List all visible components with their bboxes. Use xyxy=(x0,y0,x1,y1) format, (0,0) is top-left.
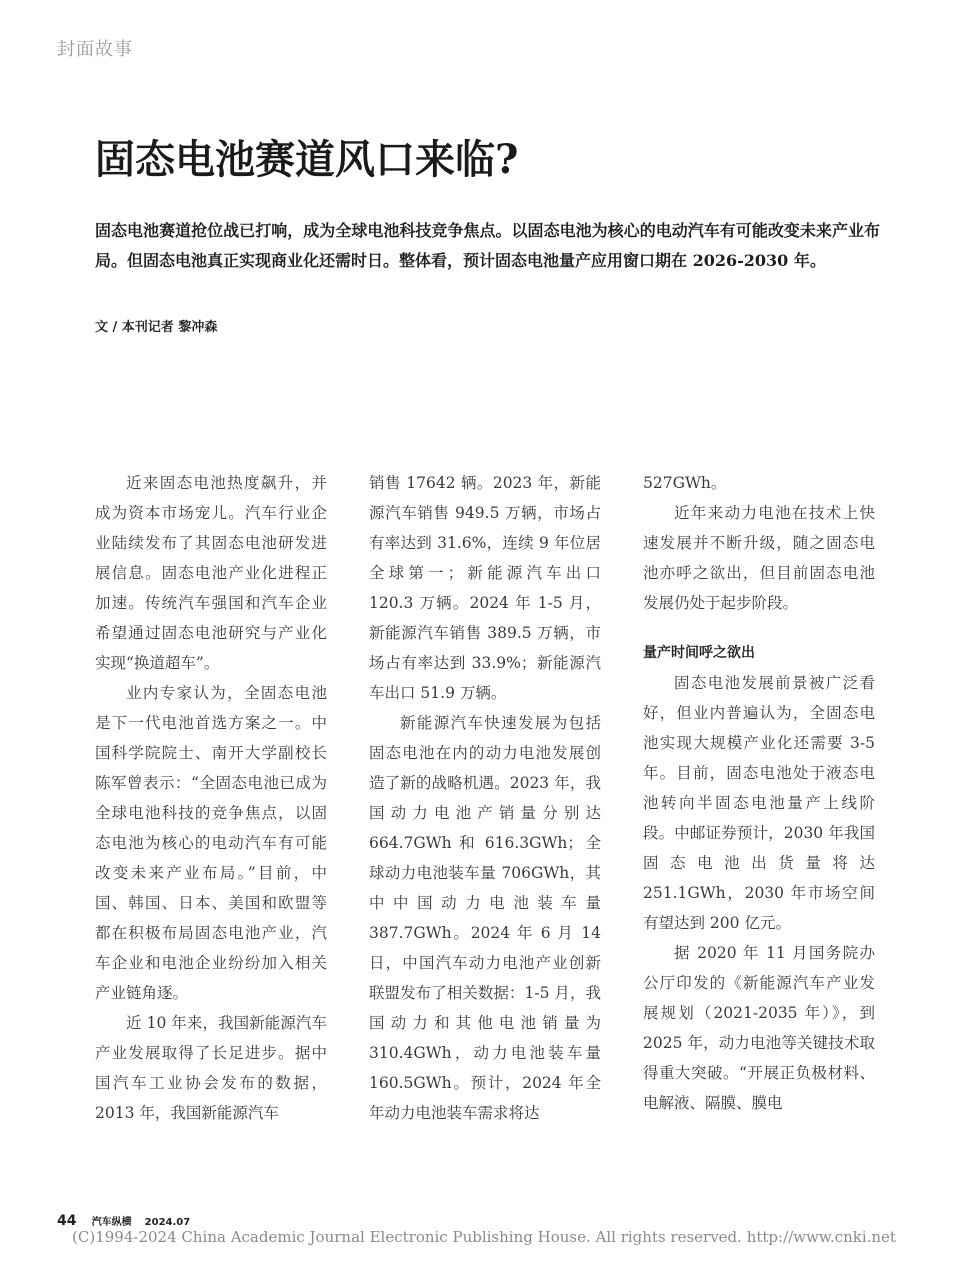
paragraph: 近来固态电池热度飙升，并成为资本市场宠儿。汽车行业企业陆续发布了其固态电池研发进展信息。固态电池产业化进程正加速。传统汽车强国和汽车企业希望通过固态电池研究与产业化实现“换道超车”。 xyxy=(95,474,327,672)
paragraph: 销售 17642 辆。2023 年，新能源汽车销售 949.5 万辆，市场占有率达到 31.6%，连续 9 年位居全球第一；新能源汽车出口 120.3 万辆。2024 年 1-5 月，新能源汽车销售 389.5 万辆，市场占有率达到 33.9%；新能源汽车出口 51.9 万辆。 xyxy=(369,474,601,702)
section-label: 封面故事 xyxy=(57,39,133,60)
paragraph: 527GWh。 xyxy=(643,474,727,492)
paragraph: 业内专家认为，全固态电池是下一代电池首选方案之一。中国科学院院士、南开大学副校长陈军曾表示：“全固态电池已成为全球电池科技的竞争焦点，以固态电池为核心的电动汽车有可能改变未来产业布局。”目前，中国、韩国、日本、美国和欧盟等都在积极布局固态电池产业，汽车企业和电池企业纷纷加入相关产业链角逐。 xyxy=(95,684,327,1002)
article-lead: 固态电池赛道抢位战已打响，成为全球电池科技竞争焦点。以固态电池为核心的电动汽车有可能改变未来产业布局。但固态电池真正实现商业化还需时日。整体看，预计固态电池量产应用窗口期在 2026-2030 年。 xyxy=(95,221,880,270)
article-title: 固态电池赛道风口来临? xyxy=(95,136,519,183)
paragraph: 近 10 年来，我国新能源汽车产业发展取得了长足进步。据中国汽车工业协会发布的数据，2013 年，我国新能源汽车 xyxy=(95,1014,327,1122)
body-column-2 xyxy=(369,468,601,1128)
page-number: 44 xyxy=(57,1213,77,1229)
body-column-1 xyxy=(95,468,327,1128)
paragraph: 新能源汽车快速发展为包括固态电池在内的动力电池发展创造了新的战略机遇。2023 年，我国动力电池产销量分别达 664.7GWh 和 616.3GWh；全球动力电池装车量 706GWh，其中中国动力电池装车量 387.7GWh。2024 年 6 月 14 日，中国汽车动力电池产业创新联盟发布了相关数据：1-5 月，我国动力和其他电池销量为 310.4GWh，动力电池装车量 160.5GWh。预计，2024 年全年动力电池装车需求将达 xyxy=(369,714,601,1122)
section-subheading: 量产时间呼之欲出 xyxy=(643,645,755,661)
issue-date: 2024.07 xyxy=(144,1217,191,1228)
paragraph: 据 2020 年 11 月国务院办公厅印发的《新能源汽车产业发展规划（2021-2035 年）》，到 2025 年，动力电池等关键技术取得重大突破。“开展正负极材料、电解液、隔膜、膜电 xyxy=(643,944,875,1112)
paragraph: 近年来动力电池在技术上快速发展并不断升级，随之固态电池亦呼之欲出，但目前固态电池发展仍处于起步阶段。 xyxy=(643,504,875,612)
magazine-name: 汽车纵横 xyxy=(91,1217,132,1228)
body-column-3 xyxy=(643,468,875,1118)
copyright-watermark: (C)1994-2024 China Academic Journal Electronic Publishing House. All rights reserved. http://www.cnki.net xyxy=(72,1228,896,1246)
page-footer xyxy=(57,1210,190,1229)
byline: 文 / 本刊记者 黎冲森 xyxy=(95,320,218,335)
paragraph: 固态电池发展前景被广泛看好，但业内普遍认为，全固态电池实现大规模产业化还需要 3-5 年。目前，固态电池处于液态电池转向半固态电池量产上线阶段。中邮证券预计，2030 年我国固态电池出货量将达 251.1GWh，2030 年市场空间有望达到 200 亿元。 xyxy=(643,674,875,932)
